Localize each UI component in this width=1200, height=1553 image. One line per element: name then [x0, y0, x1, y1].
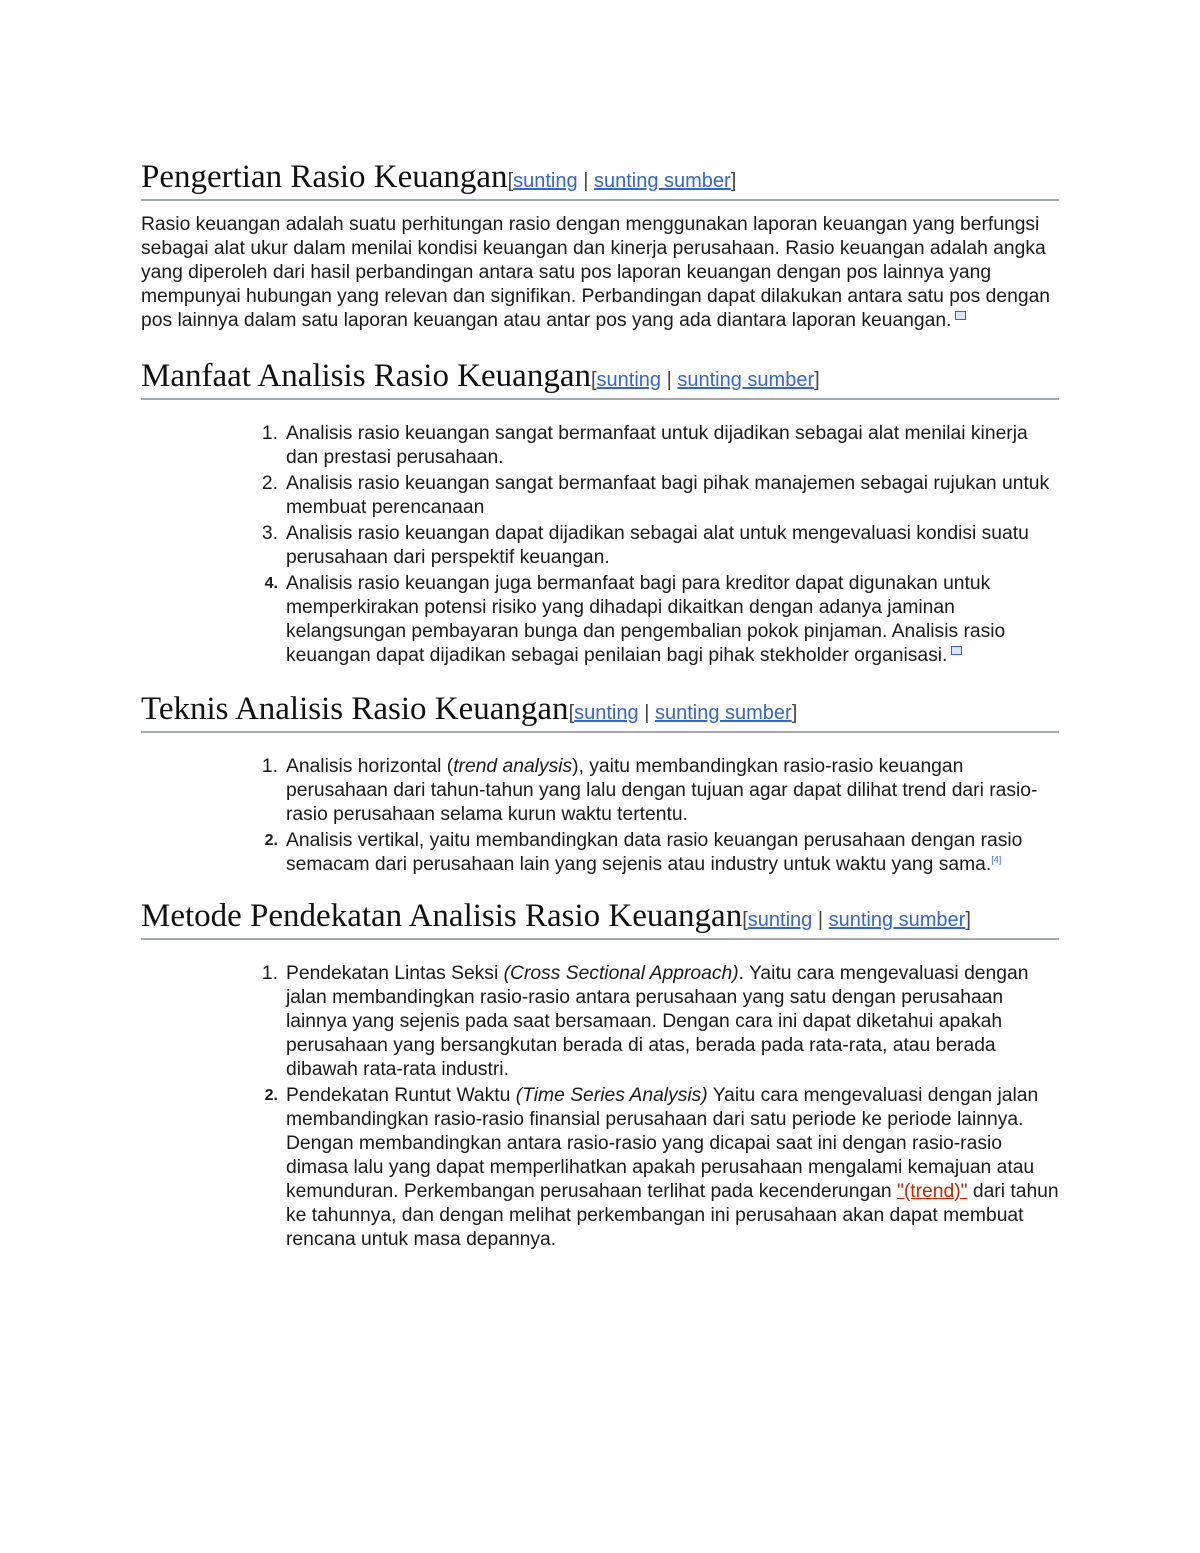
section-heading-pengertian	[141, 159, 1059, 201]
item-text: Analisis horizontal (	[286, 756, 454, 777]
heading-text: Manfaat Analisis Rasio Keuangan	[141, 358, 591, 394]
item-text: Pendekatan Lintas Seksi	[286, 963, 504, 984]
edit-source-link[interactable]: sunting sumber	[654, 702, 792, 724]
document-page	[141, 159, 1059, 1272]
heading-text: Metode Pendekatan Analisis Rasio Keuangan	[141, 898, 743, 934]
edit-section-links	[508, 170, 737, 192]
edit-link[interactable]: sunting	[747, 909, 813, 931]
list-item	[264, 829, 1059, 877]
heading-text: Pengertian Rasio Keuangan	[141, 159, 508, 195]
bracket-close: ]	[791, 702, 798, 724]
item-number: 2.	[261, 473, 278, 494]
item-text: Pendekatan Runtut Waktu	[286, 1085, 516, 1106]
heading-text: Teknis Analisis Rasio Keuangan	[141, 691, 569, 727]
trend-link[interactable]: "(trend)"	[897, 1181, 968, 1202]
bracket-close: ]	[965, 909, 971, 931]
section-heading-teknis	[141, 691, 1059, 733]
item-number: 2.	[264, 1087, 278, 1104]
edit-section-links	[591, 369, 820, 391]
paragraph-pengertian	[141, 213, 1059, 333]
item-text: Analisis rasio keuangan sangat bermanfaat bagi pihak manajemen sebagai rujukan untuk membuat perencanaan	[286, 473, 1050, 518]
edit-source-link[interactable]: sunting sumber	[828, 909, 966, 931]
separator: |	[666, 369, 672, 391]
item-text: ), yaitu membandingkan rasio-rasio keuangan perusahaan dari tahun-tahun yang lalu dengan tujuan agar dapat dilihat trend dari rasio-rasio perusahaan selama kurun waktu tertentu.	[286, 756, 1038, 825]
section-heading-manfaat	[141, 358, 1059, 400]
separator: |	[583, 170, 589, 192]
bracket-open: [	[742, 909, 748, 931]
list-teknis	[141, 755, 1059, 877]
item-text: Analisis rasio keuangan juga bermanfaat bagi para kreditor dapat digunakan untuk memperkirakan potensi risiko yang dihadapi dikaitkan dengan adanya jaminan kelangsungan pembayaran bunga dan pengembalian pokok pinjaman. Analisis rasio keuangan dapat dijadikan sebagai penilaian bagi pihak stekholder organisasi.	[286, 573, 1006, 666]
edit-section-links	[742, 909, 971, 931]
list-item	[261, 472, 1059, 520]
bracket-close: ]	[814, 369, 820, 391]
separator: |	[817, 909, 824, 931]
list-manfaat	[141, 422, 1059, 668]
item-text: Analisis rasio keuangan dapat dijadikan sebagai alat untuk mengevaluasi kondisi suatu perusahaan dari perspektif keuangan.	[286, 523, 1029, 568]
item-text: Analisis vertikal, yaitu membandingkan data rasio keuangan perusahaan dengan rasio semacam dari perusahaan lain yang sejenis atau industry untuk waktu yang sama.	[286, 830, 1023, 875]
bracket-open: [	[507, 170, 514, 192]
list-item	[261, 522, 1059, 570]
list-item	[264, 1084, 1059, 1252]
list-item	[261, 422, 1059, 470]
item-text: Analisis rasio keuangan sangat bermanfaat untuk dijadikan sebagai alat menilai kinerja dan prestasi perusahaan.	[286, 423, 1028, 468]
edit-source-link[interactable]: sunting sumber	[593, 170, 731, 192]
list-item	[264, 572, 1059, 668]
item-number: 4.	[264, 575, 278, 592]
item-text: Yaitu cara mengevaluasi dengan jalan membandingkan rasio-rasio finansial perusahaan dari satu periode ke periode lainnya. Dengan membandingkan antara rasio-rasio yang dicapai saat ini dengan rasio-rasio dimasa lalu yang dapat memperlihatkan apakah perusahaan mengalami kemajuan atau kemunduran. Perkembangan perusahaan terlihat pada kecenderungan	[286, 1085, 1039, 1202]
list-metode	[141, 962, 1059, 1252]
item-emphasis: (Time Series Analysis)	[515, 1085, 708, 1106]
list-item	[261, 755, 1059, 827]
bracket-close: ]	[730, 170, 737, 192]
item-number: 1.	[261, 423, 278, 444]
edit-section-links	[569, 702, 798, 724]
item-text: dari tahun ke tahunnya, dan dengan melihat perkembangan ini perusahaan akan dapat membuat rencana untuk masa depannya.	[286, 1181, 1059, 1250]
item-text: . Yaitu cara mengevaluasi dengan jalan membandingkan rasio-rasio antara perusahaan yang satu dengan perusahaan lainnya yang sejenis pada saat bersamaan. Dengan cara ini dapat diketahui apakah perusahaan yang bersangkutan berada di atas, berada pada rata-rata, atau berada dibawah rata-rata industri.	[286, 963, 1029, 1080]
edit-link[interactable]: sunting	[596, 369, 662, 391]
bracket-open: [	[568, 702, 575, 724]
item-number: 3.	[261, 523, 278, 544]
section-heading-metode	[141, 898, 1059, 940]
edit-link[interactable]: sunting	[574, 702, 639, 724]
item-emphasis: trend analysis	[453, 756, 573, 777]
reference-link[interactable]: [4]	[991, 854, 1002, 865]
reference-icon[interactable]	[951, 646, 962, 655]
item-emphasis: (Cross Sectional Approach)	[503, 963, 739, 984]
item-number: 1.	[261, 756, 278, 777]
edit-source-link[interactable]: sunting sumber	[677, 369, 815, 391]
item-number: 1.	[261, 963, 278, 984]
reference-icon[interactable]	[955, 311, 966, 320]
list-item	[261, 962, 1059, 1082]
paragraph-text: Rasio keuangan adalah suatu perhitungan rasio dengan menggunakan laporan keuangan yang berfungsi sebagai alat ukur dalam menilai kondisi keuangan dan kinerja perusahaan. Rasio keuangan adalah angka yang diperoleh dari hasil perbandingan antara satu pos laporan keuangan dengan pos lainnya yang mempunyai hubungan yang relevan dan signifikan. Perbandingan dapat dilakukan antara satu pos dengan pos lainnya dalam satu laporan keuangan atau antar pos yang ada diantara laporan keuangan.	[141, 214, 1051, 331]
item-number: 2.	[264, 832, 278, 849]
separator: |	[644, 702, 650, 724]
bracket-open: [	[590, 369, 597, 391]
edit-link[interactable]: sunting	[513, 170, 578, 192]
